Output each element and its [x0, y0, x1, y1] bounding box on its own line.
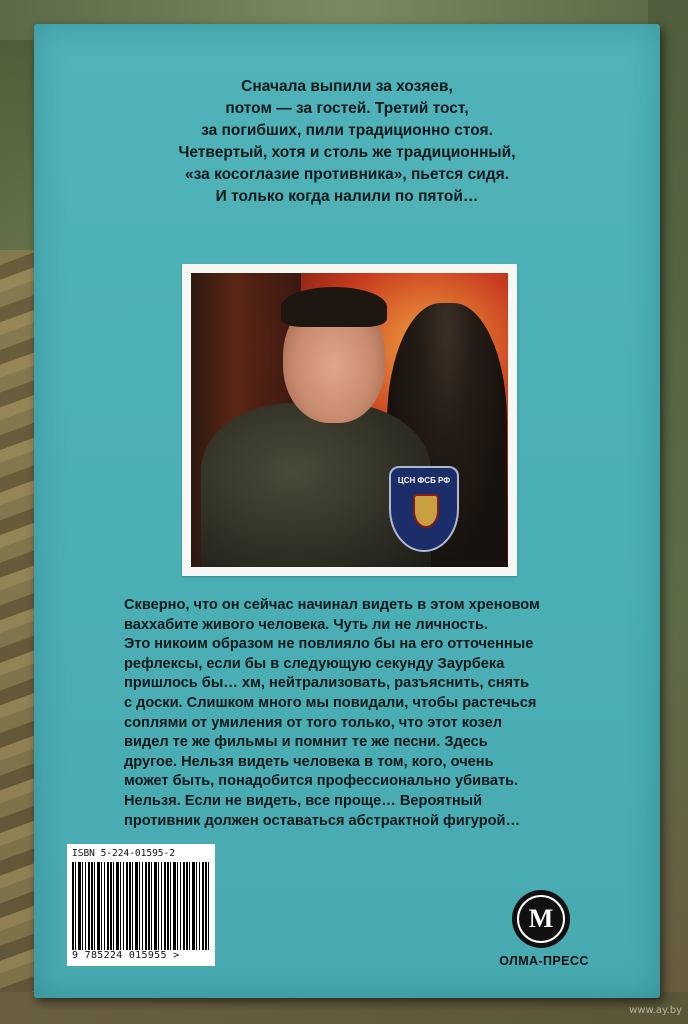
- photo-soldier-hair: [281, 287, 387, 327]
- blurb-top-line: Сначала выпили за хозяев,: [241, 78, 453, 95]
- blurb-top: [34, 76, 660, 208]
- blurb-bottom: [124, 596, 624, 831]
- ean-number: 9 785224 015955 >: [72, 950, 180, 961]
- blurb-top-line: потом — за гостей. Третий тост,: [225, 100, 469, 117]
- blurb-bottom-line: с доски. Слишком много мы повидали, чтобы растечься: [124, 694, 537, 711]
- blurb-bottom-line: ваххабите живого человека. Чуть ли не личность.: [124, 616, 488, 633]
- blurb-bottom-line: Скверно, что он сейчас начинал видеть в этом хреновом: [124, 597, 540, 613]
- publisher-logo-icon: [512, 890, 570, 948]
- blurb-bottom-line: видел те же фильмы и помнит те же песни. Здесь: [124, 734, 488, 751]
- isbn-text: ISBN 5-224-01595-2: [72, 848, 175, 859]
- cover-photo-frame: [182, 264, 517, 576]
- watermark: www.ay.by: [629, 1005, 682, 1016]
- barcode-label: [67, 844, 215, 966]
- blurb-top-line: Четвертый, хотя и столь же традиционный,: [178, 144, 516, 161]
- blurb-bottom-line: противник должен оставаться абстрактной фигурой…: [124, 812, 521, 829]
- patch-text: ЦСН ФСБ РФ: [397, 476, 451, 485]
- blurb-bottom-line: другое. Нельзя видеть человека в том, кого, очень: [124, 753, 494, 770]
- blurb-bottom-line: Это никоим образом не повлияло бы на его отточенные: [124, 636, 534, 653]
- barcode-icon: [72, 862, 210, 950]
- blurb-top-line: И только когда налили по пятой…: [215, 188, 479, 205]
- blurb-bottom-line: соплями от умиления от того только, что этот козел: [124, 714, 503, 731]
- publisher-name: ОЛМА-ПРЕСС: [499, 954, 589, 968]
- blurb-bottom-line: Нельзя. Если не видеть, все проще… Вероятный: [124, 792, 483, 809]
- blurb-bottom-line: может быть, понадобится профессионально убивать.: [124, 773, 519, 790]
- blurb-top-line: «за косоглазие противника», пьется сидя.: [185, 166, 509, 183]
- cover-photo: [191, 273, 508, 567]
- book-back-cover: [34, 24, 660, 998]
- blurb-bottom-line: пришлось бы… хм, нейтрализовать, разъяснить, снять: [124, 675, 530, 692]
- publisher-logo-letter: M: [517, 895, 565, 943]
- patch-shield-icon: [413, 494, 439, 528]
- blurb-top-line: за погибших, пили традиционно стоя.: [201, 122, 493, 139]
- fsb-patch-icon: [389, 466, 459, 552]
- blurb-bottom-line: рефлексы, если бы в следующую секунду Заурбека: [124, 655, 505, 672]
